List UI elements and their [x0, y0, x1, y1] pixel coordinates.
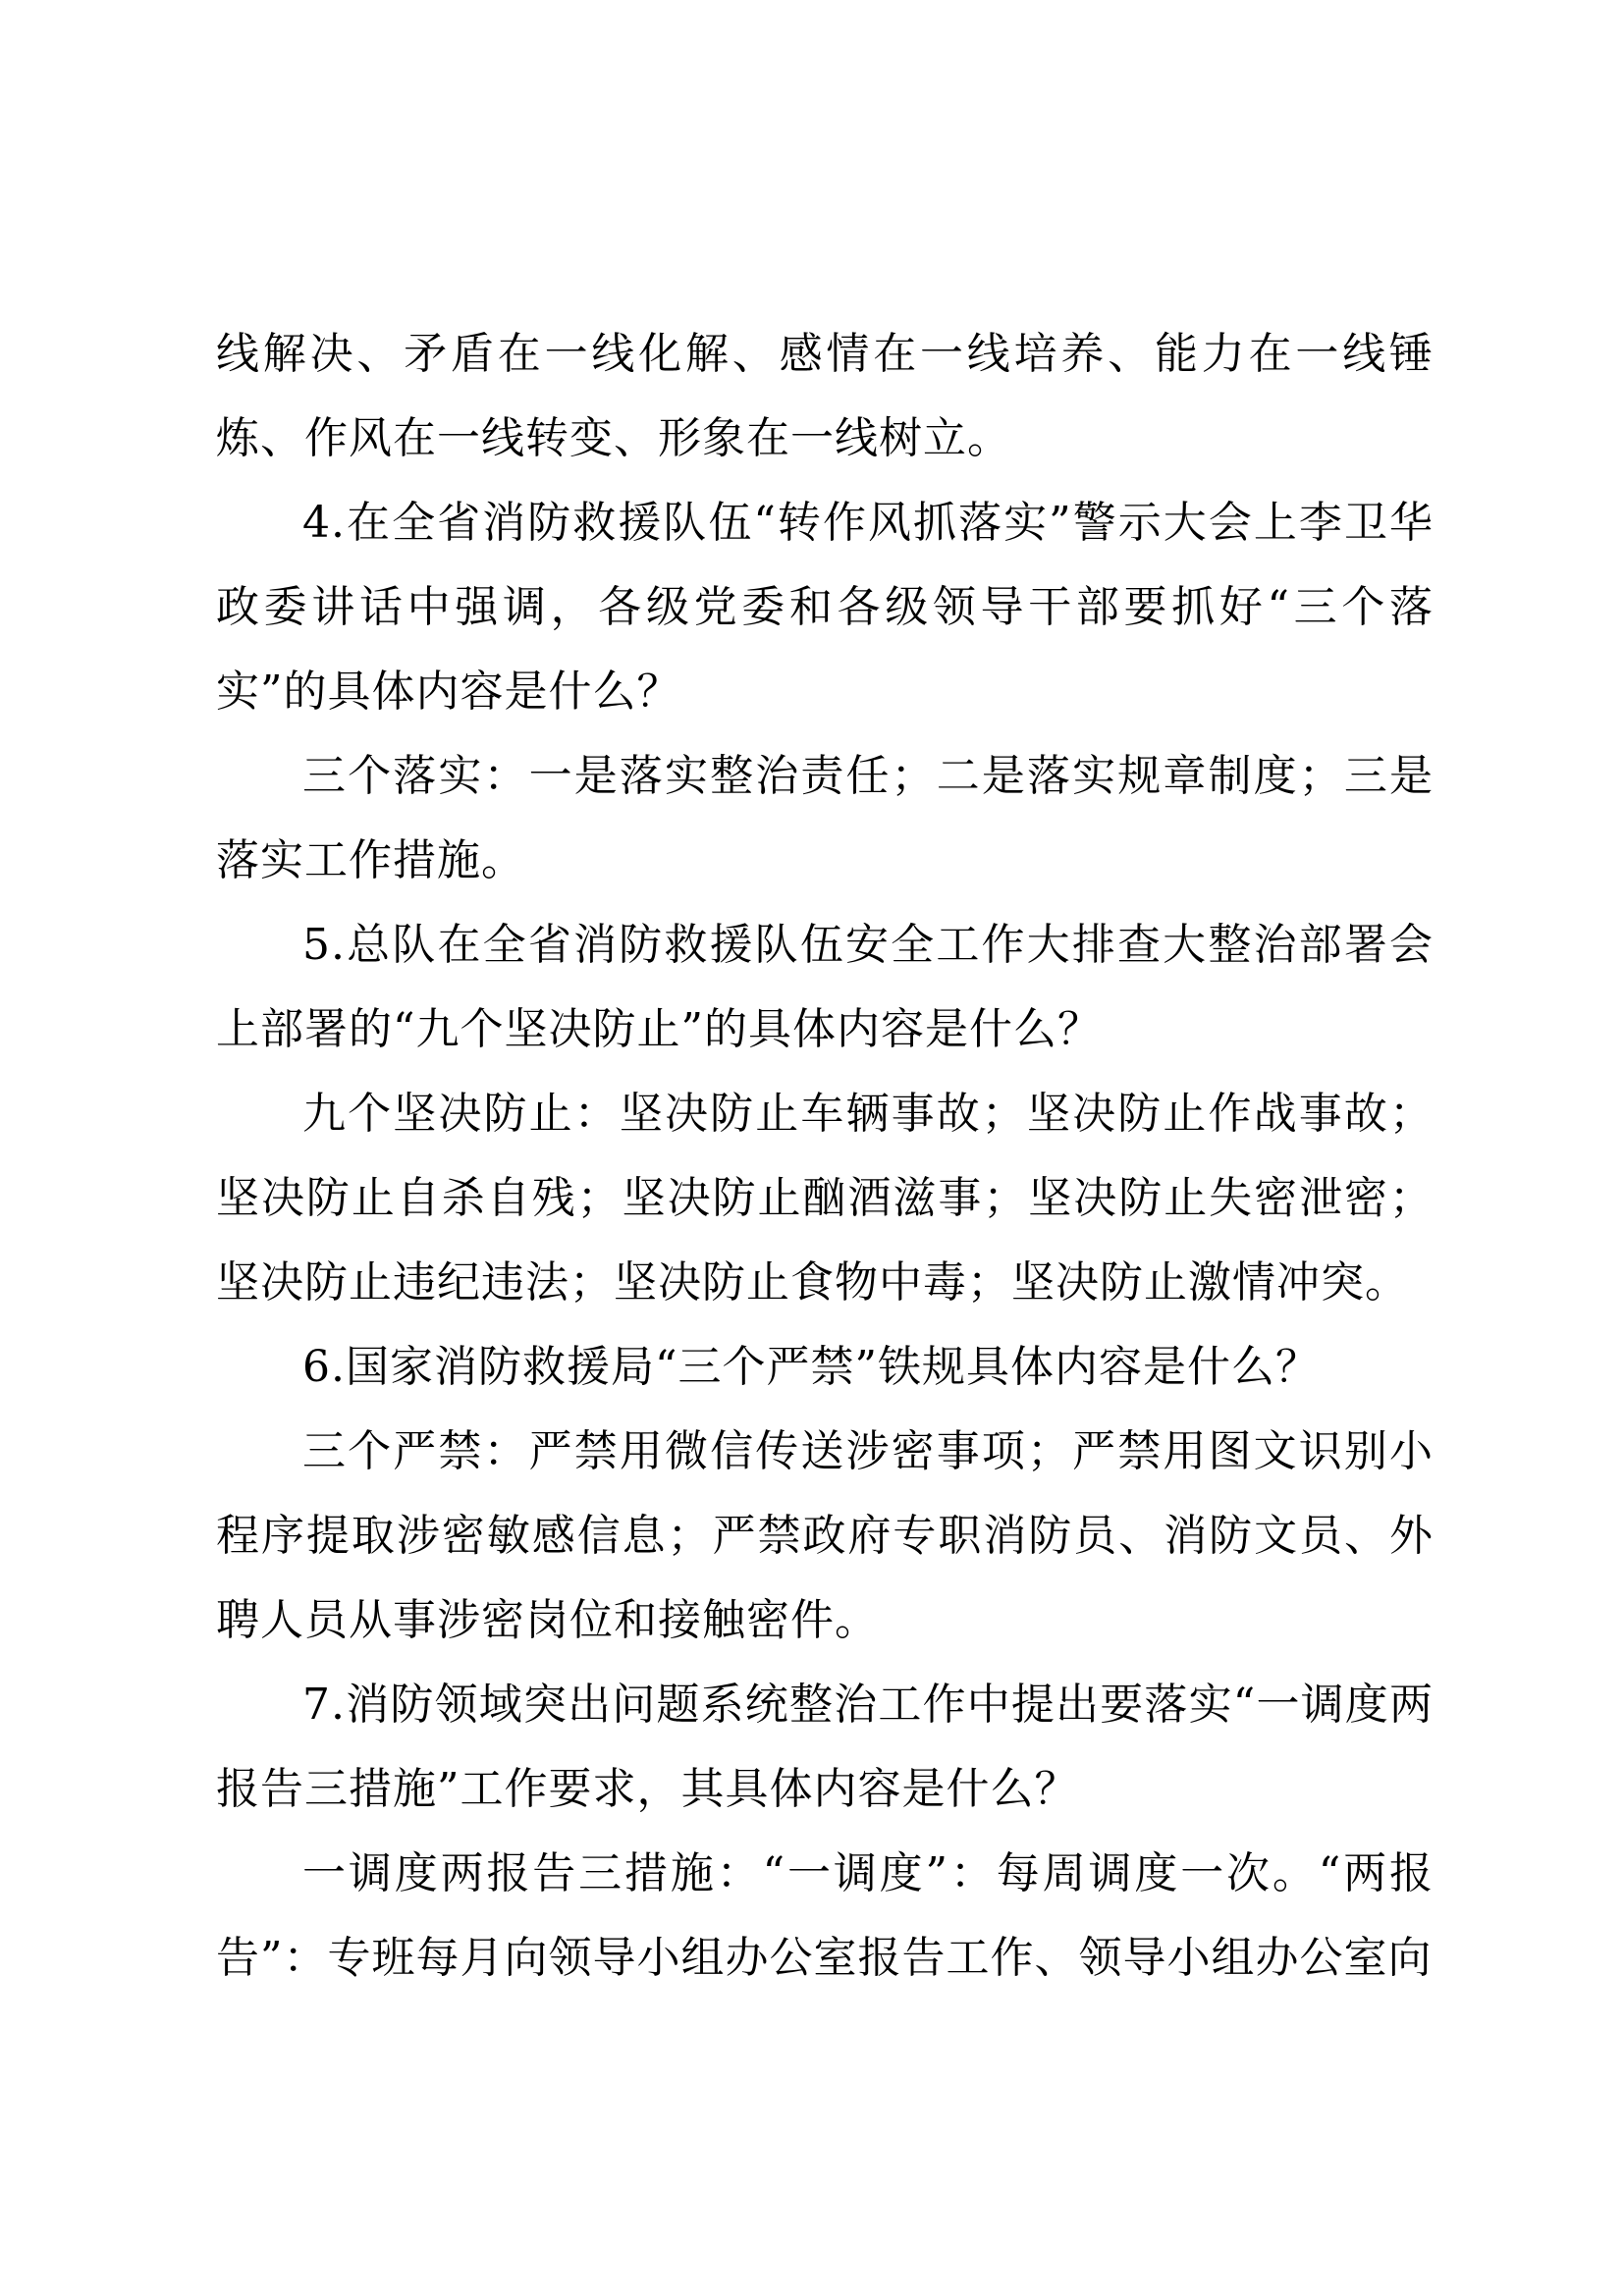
question-4: 4.在全省消防救援队伍“转作风抓落实”警示大会上李卫华政委讲话中强调，各级党委和各级领导干部要抓好“三个落实”的具体内容是什么？ [216, 498, 1434, 717]
question-7: 7.消防领域突出问题系统整治工作中提出要落实“一调度两报告三措施”工作要求，其具体内容是什么？ [216, 1680, 1434, 1814]
answer-6: 三个严禁：严禁用微信传送涉密事项；严禁用图文识别小程序提取涉密敏感信息；严禁政府专职消防员、消防文员、外聘人员从事涉密岗位和接触密件。 [216, 1426, 1434, 1645]
question-5: 5.总队在全省消防救援队伍安全工作大排查大整治部署会上部署的“九个坚决防止”的具体内容是什么？ [216, 920, 1434, 1054]
answer-5: 九个坚决防止：坚决防止车辆事故；坚决防止作战事故；坚决防止自杀自残；坚决防止酗酒滋事；坚决防止失密泄密；坚决防止违纪违法；坚决防止食物中毒；坚决防止激情冲突。 [216, 1089, 1434, 1308]
answer-7: 一调度两报告三措施：“一调度”：每周调度一次。“两报告”：专班每月向领导小组办公室报告工作、领导小组办公室向 [216, 1848, 1434, 1983]
question-6: 6.国家消防救援局“三个严禁”铁规具体内容是什么？ [302, 1342, 1320, 1392]
answer-4: 三个落实：一是落实整治责任；二是落实规章制度；三是落实工作措施。 [216, 751, 1434, 885]
document-body [216, 312, 1434, 2001]
paragraph-continuation: 线解决、矛盾在一线化解、感情在一线培养、能力在一线锤炼、作风在一线转变、形象在一线树立。 [216, 329, 1434, 463]
